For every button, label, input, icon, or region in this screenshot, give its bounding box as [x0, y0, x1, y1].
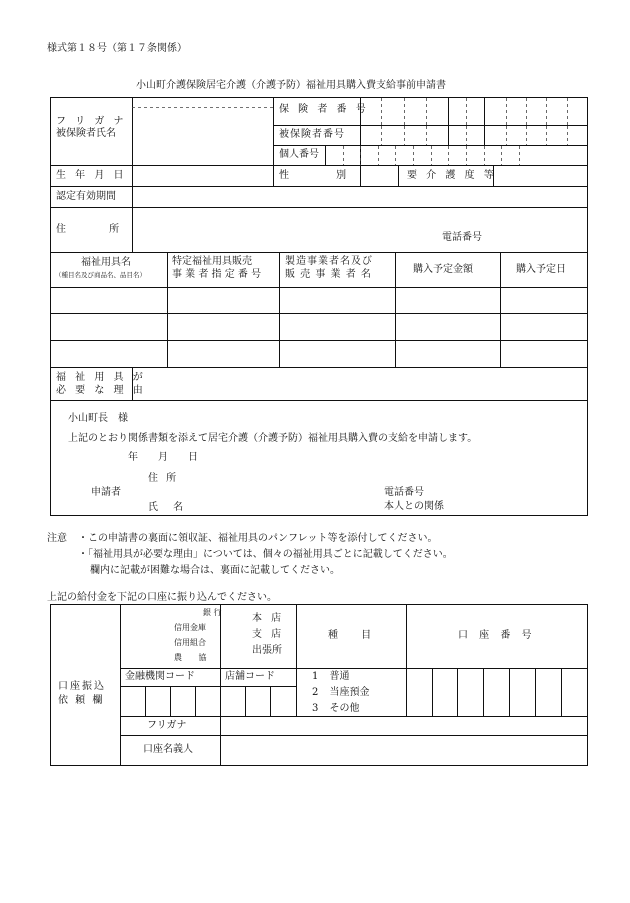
branch-name-field[interactable] — [221, 605, 250, 668]
item-row-1[interactable] — [51, 288, 587, 313]
item-row-3[interactable] — [51, 341, 587, 367]
request-statement: 上記のとおり関係書類を添えて居宅介護（介護予防）福祉用具購入費の支給を申請します。 — [68, 433, 478, 444]
item-row-2[interactable] — [51, 314, 587, 340]
reason-field[interactable] — [133, 368, 587, 400]
insured-person-number-field[interactable] — [361, 126, 587, 145]
notes-line-3: 欄内に記載が困難な場合は、裏面に記載してください。 — [90, 565, 340, 576]
insurer-number-label: 保 険 者 番 号 — [279, 104, 369, 115]
branch-sub: 支 店 — [252, 629, 282, 640]
notes-line-2: ・「福祉用具が必要な理由」については、個々の福祉用具ごとに記載してください。 — [78, 549, 453, 560]
item-name-subheader: （種目名及び商品名、品目名） — [55, 271, 146, 279]
branch-office: 出張所 — [252, 645, 282, 656]
maker-header-2: 販 売 事 業 者 名 — [285, 269, 372, 280]
form-number: 様式第１８号（第１７条関係） — [47, 43, 187, 54]
applicant-address-label: 住 所 — [148, 473, 177, 484]
care-level-label: 要 介 護 度 等 — [407, 170, 497, 181]
planned-date-header: 購入予定日 — [516, 264, 566, 275]
applicant-name-label: 氏 名 — [148, 502, 184, 513]
relation-label: 本人との関係 — [384, 501, 444, 512]
reason-label-2: 必 要 な 理 由 — [56, 385, 146, 396]
valid-period-label: 認定有効期間 — [56, 191, 116, 202]
bank-type-shinkumi: 信用組合 — [174, 638, 206, 647]
insured-name-field[interactable] — [133, 108, 273, 165]
vendor-number-header-2: 事 業 者 指 定 番 号 — [172, 269, 262, 280]
bank-intro: 上記の給付金を下記の口座に振り込んでください。 — [47, 592, 277, 603]
valid-period-field[interactable] — [133, 187, 587, 207]
bank-type-nokyo: 農 協 — [174, 653, 207, 662]
account-type-option-2[interactable]: 2 当座預金 — [312, 687, 370, 698]
branch-main: 本 店 — [252, 613, 282, 624]
holder-furigana-label: フリガナ — [147, 720, 187, 731]
account-number-header: 口 座 番 号 — [458, 630, 532, 641]
sex-field[interactable] — [361, 166, 398, 186]
maker-header-1: 製造事業者名及び — [285, 256, 373, 267]
notes-label: 注意 — [47, 533, 67, 544]
bank-name-field[interactable] — [121, 605, 220, 668]
bank-code-label: 金融機関コード — [125, 671, 195, 682]
addressee: 小山町長 様 — [68, 413, 128, 424]
personal-number-field[interactable] — [326, 146, 587, 165]
vendor-number-header-1: 特定福祉用具販売 — [172, 256, 252, 267]
insured-person-number-label: 被保険者番号 — [279, 129, 345, 140]
birth-date-label: 生 年 月 日 — [56, 170, 127, 181]
reason-label-1: 福 祉 用 具 が — [56, 372, 146, 383]
insured-name-label: 被保険者氏名 — [56, 128, 116, 139]
form-title: 小山町介護保険居宅介護（介護予防）福祉用具購入費支給事前申請書 — [136, 80, 446, 91]
applicant-label: 申請者 — [91, 487, 121, 498]
account-type-option-3[interactable]: 3 その他 — [312, 703, 360, 714]
holder-name-label: 口座名義人 — [143, 744, 193, 755]
care-level-field[interactable] — [494, 166, 587, 186]
bank-type-bank: 銀 行 — [203, 608, 222, 617]
bank-code-field[interactable] — [121, 687, 220, 716]
bank-type-shinkin: 信用金庫 — [174, 623, 206, 632]
account-type-option-1[interactable]: 1 普通 — [312, 671, 350, 682]
transfer-section-label-2: 依 頼 欄 — [58, 695, 105, 706]
personal-number-label: 個人番号 — [279, 149, 319, 160]
branch-code-label: 店舗コード — [225, 671, 275, 682]
address-field[interactable] — [133, 208, 587, 252]
furigana-label: フ リ ガ ナ — [56, 116, 127, 127]
branch-code-field[interactable] — [221, 687, 296, 716]
planned-amount-header: 購入予定金額 — [413, 264, 473, 275]
holder-name-field[interactable] — [221, 736, 587, 765]
birth-date-field[interactable] — [133, 166, 273, 186]
request-date: 年 月 日 — [128, 452, 198, 463]
insurer-number-field[interactable] — [361, 98, 587, 125]
account-type-header: 種 目 — [328, 630, 372, 641]
holder-furigana-field[interactable] — [221, 717, 587, 735]
notes-line-1: ・この申請書の裏面に領収証、福祉用具のパンフレット等を添付してください。 — [78, 533, 438, 544]
account-number-field[interactable] — [407, 669, 587, 716]
applicant-phone-label: 電話番号 — [384, 487, 424, 498]
address-label: 住 所 — [56, 224, 120, 235]
sex-label: 性 別 — [279, 170, 347, 181]
item-name-header: 福祉用具名 — [81, 257, 131, 268]
transfer-section-label-1: 口座振込 — [58, 681, 106, 692]
phone-label: 電話番号 — [442, 232, 482, 243]
